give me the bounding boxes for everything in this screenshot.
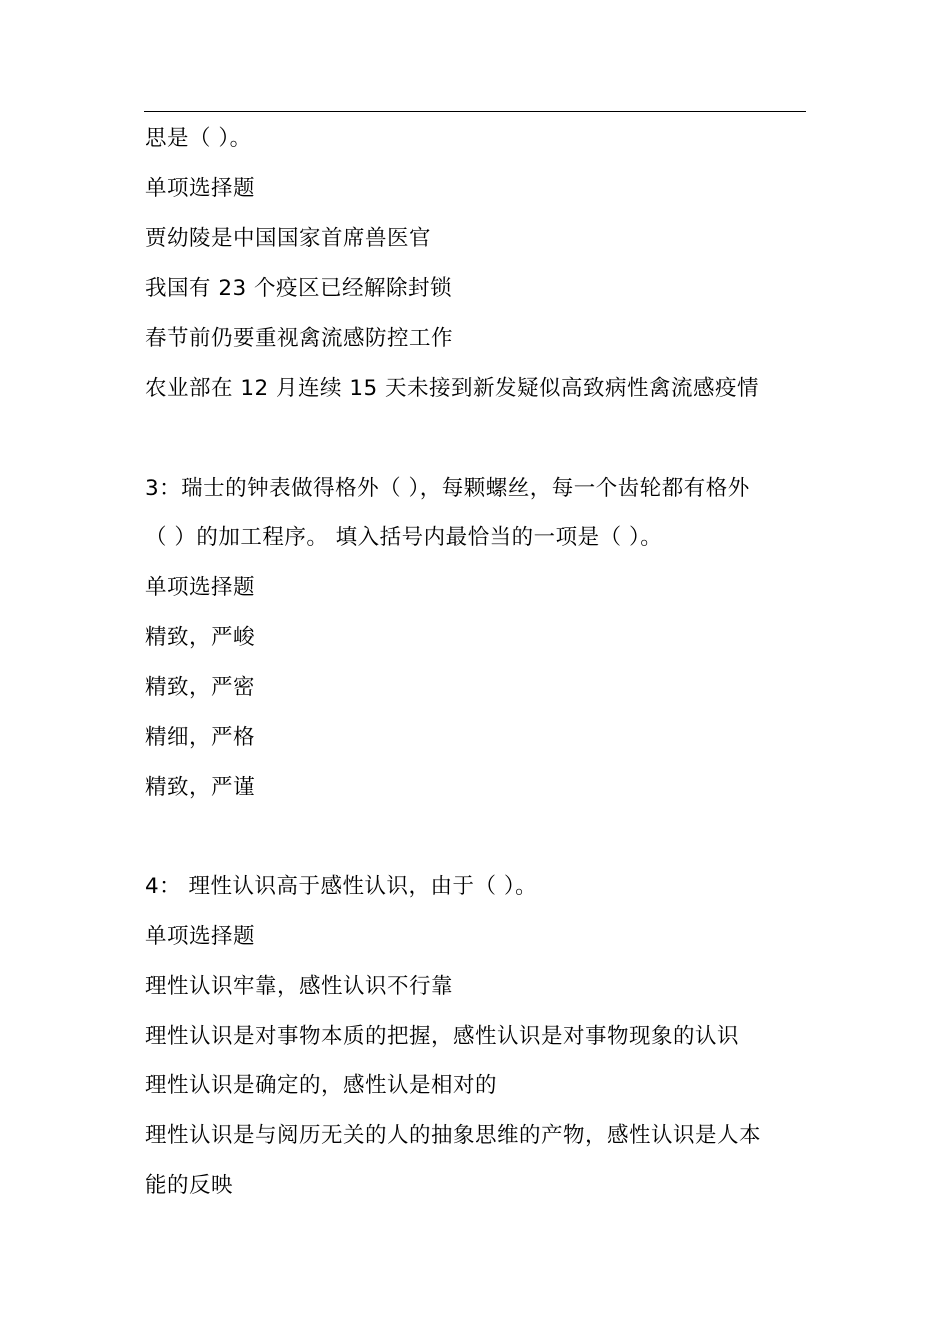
q2-stem-tail: 思是（ ）。 (145, 126, 252, 151)
q2-option-d: 农业部在 12 月连续 15 天未接到新发疑似高致病性禽流感疫情 (145, 376, 760, 401)
q4-option-a: 理性认识牢靠，感性认识不行靠 (145, 974, 454, 999)
q2-option-c: 春节前仍要重视禽流感防控工作 (145, 326, 454, 351)
q3-stem-line1: 3：瑞士的钟表做得格外（ ），每颗螺丝，每一个齿轮都有格外 (145, 476, 750, 501)
q2-option-b: 我国有 23 个疫区已经解除封锁 (145, 276, 453, 301)
q4-option-d-continued: 能的反映 (145, 1173, 234, 1198)
q2-option-a: 贾幼陵是中国国家首席兽医官 (145, 226, 432, 251)
q4-type-label: 单项选择题 (145, 924, 256, 949)
q4-stem: 4： 理性认识高于感性认识，由于（ ）。 (145, 874, 538, 899)
q2-type-label: 单项选择题 (145, 176, 256, 201)
q3-type-label: 单项选择题 (145, 575, 256, 600)
q3-stem-line2: （ ）的加工程序。 填入括号内最恰当的一项是（ ）。 (145, 525, 663, 550)
header-rule (144, 111, 806, 112)
q4-option-b: 理性认识是对事物本质的把握，感性认识是对事物现象的认识 (145, 1024, 740, 1049)
q3-option-c: 精细，严格 (145, 725, 256, 750)
q4-option-c: 理性认识是确定的，感性认是相对的 (145, 1073, 498, 1098)
q3-option-a: 精致，严峻 (145, 625, 256, 650)
q3-option-d: 精致，严谨 (145, 775, 256, 800)
q4-option-d: 理性认识是与阅历无关的人的抽象思维的产物，感性认识是人本 (145, 1123, 762, 1148)
q3-option-b: 精致，严密 (145, 675, 256, 700)
